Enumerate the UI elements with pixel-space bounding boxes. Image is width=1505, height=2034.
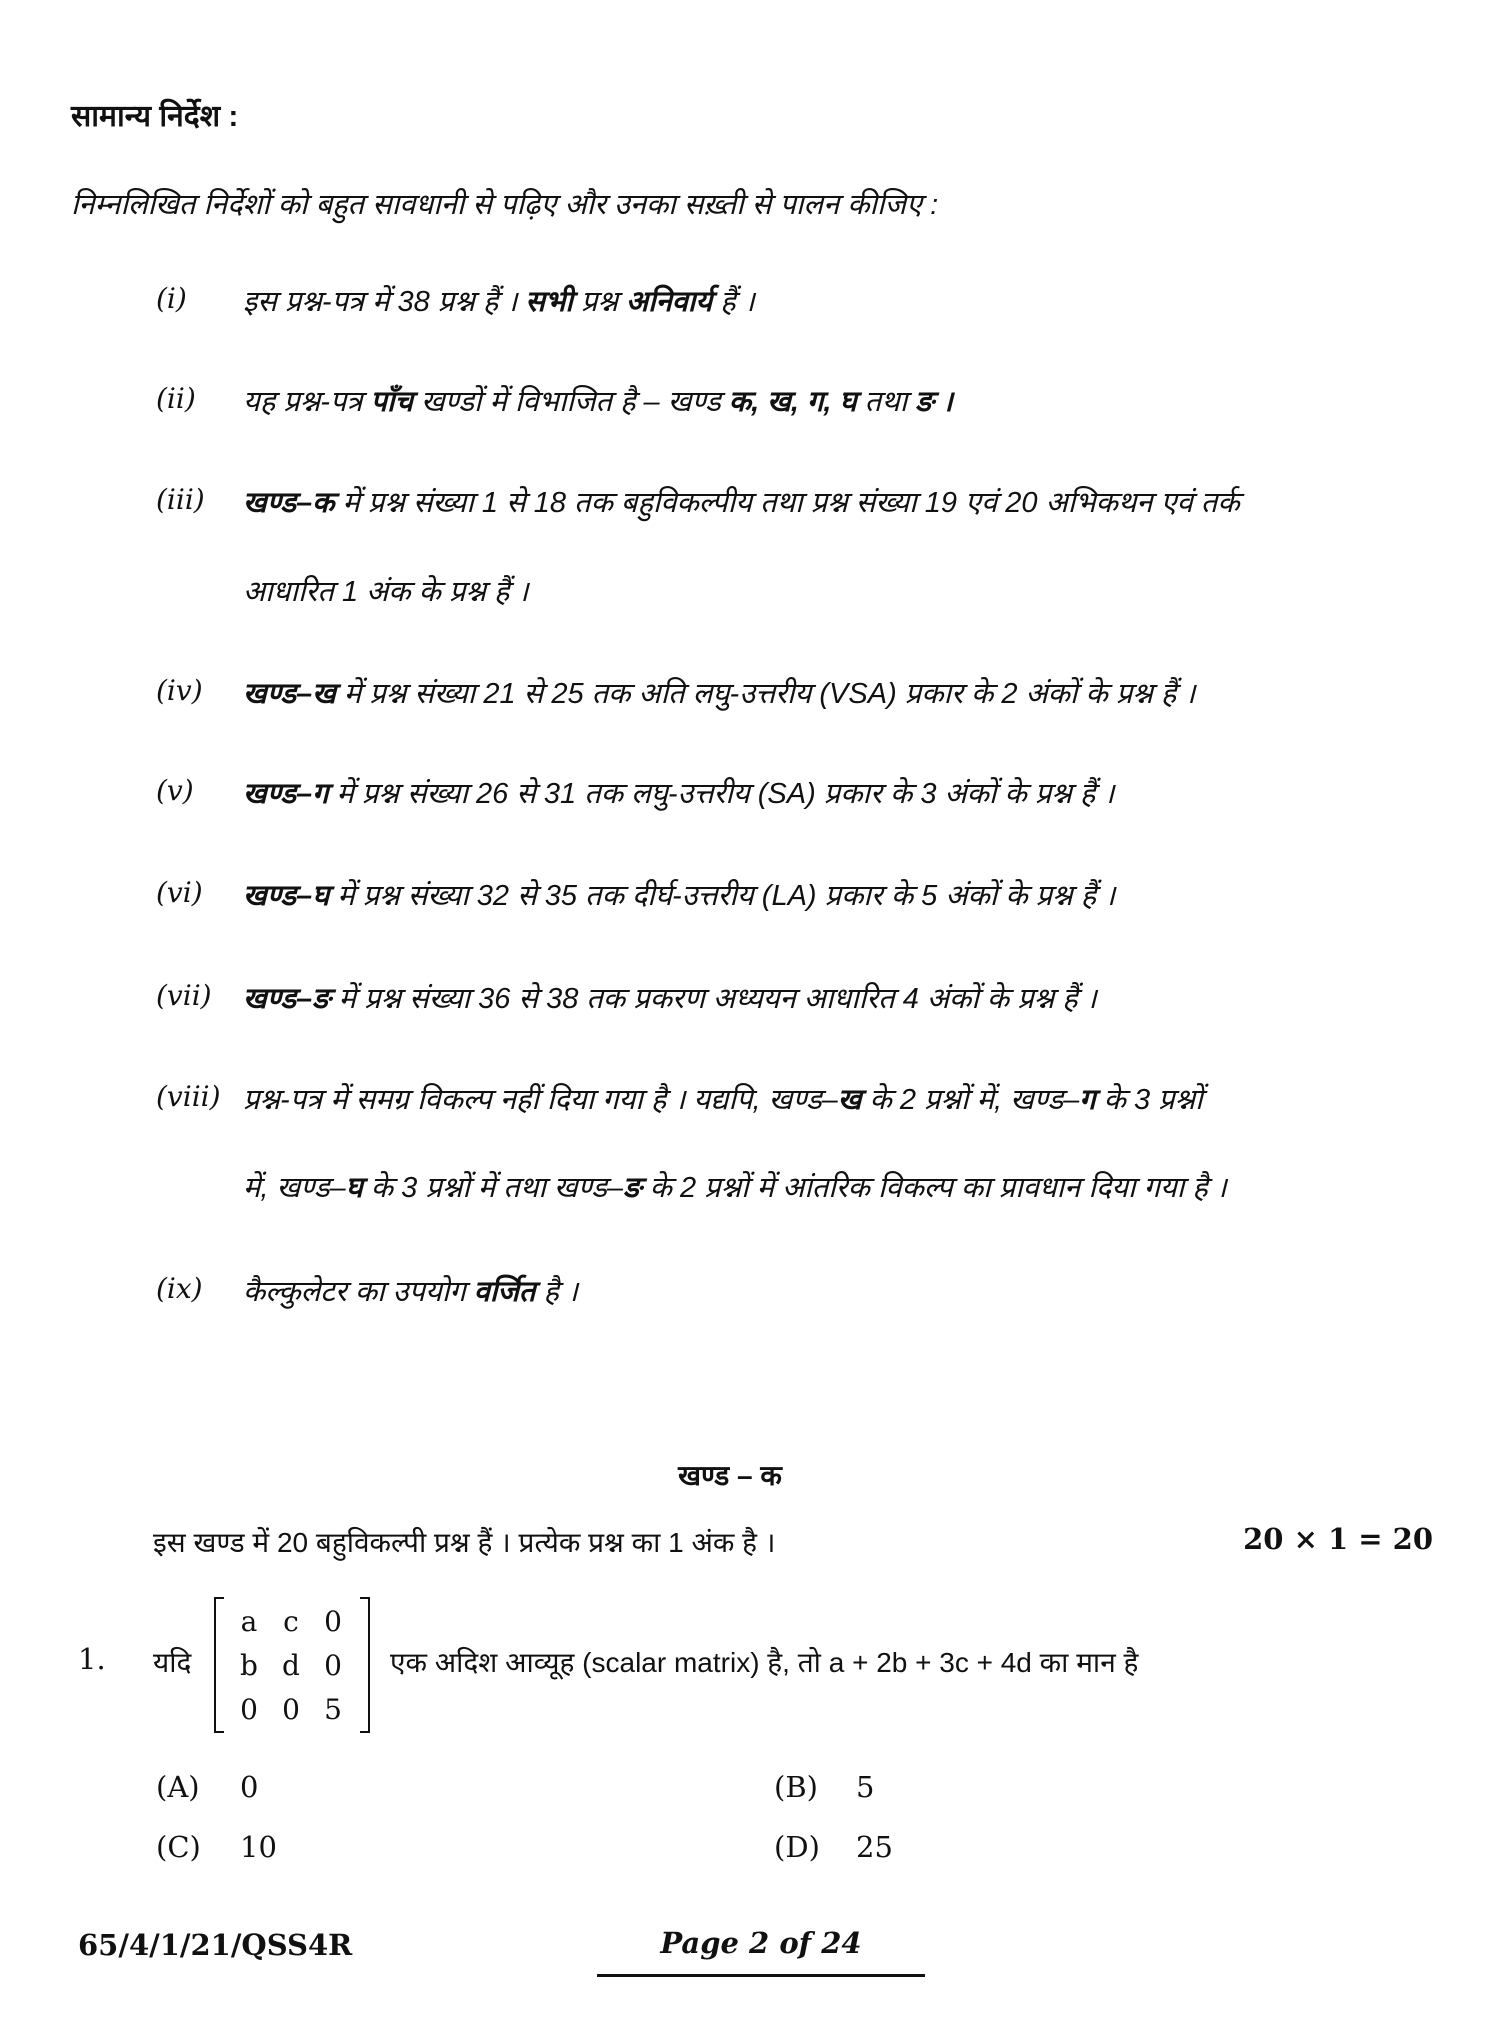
text-segment: में प्रश्न संख्या 21 से 25 तक अति लघु-उत्तरीय (VSA) प्रकार के 2 अंकों के प्रश्न हैं ।: [335, 678, 1196, 710]
section-marks: 20 × 1 = 20: [1243, 1522, 1433, 1556]
emphasis-text: खण्ड–क: [243, 487, 335, 519]
matrix-left-bracket: [214, 1597, 224, 1733]
text-segment: प्रश्न: [572, 286, 627, 318]
option-a-value: 0: [240, 1770, 259, 1804]
instruction-label: (i): [156, 282, 187, 315]
instruction-label: (vii): [156, 979, 212, 1012]
emphasis-text: अनिवार्य: [626, 286, 713, 318]
text-segment: कैल्कुलेटर का उपयोग: [243, 1276, 474, 1308]
question-number: 1.: [78, 1642, 106, 1676]
instruction-label: (iii): [156, 483, 205, 516]
emphasis-text: क, ख, ग, घ: [728, 386, 857, 418]
instruction-text: [243, 571, 528, 610]
emphasis-text: सभी: [525, 286, 573, 318]
instruction-label: (vi): [156, 876, 203, 909]
matrix-cell: 5: [324, 1692, 342, 1726]
instruction-text: [243, 1167, 1227, 1206]
text-segment: के 2 प्रश्नों में आंतरिक विकल्प का प्रावधान दिया गया है ।: [641, 1172, 1227, 1204]
instruction-label: (viii): [156, 1080, 221, 1113]
general-instructions-heading: सामान्य निर्देश :: [71, 100, 239, 133]
matrix-cell: 0: [324, 1604, 342, 1638]
emphasis-text: खण्ड–घ: [243, 880, 330, 912]
emphasis-text: पाँच: [370, 386, 413, 418]
instruction-text: [243, 773, 1114, 812]
instruction-label: (ii): [156, 382, 196, 415]
option-d-value: 25: [856, 1830, 893, 1864]
matrix-cell: 0: [240, 1692, 258, 1726]
paper-code: 65/4/1/21/QSS4R: [78, 1928, 353, 1962]
matrix-cell: c: [283, 1604, 299, 1638]
emphasis-text: ङ ।: [915, 386, 953, 418]
instructions-intro: निम्नलिखित निर्देशों को बहुत सावधानी से पढ़िए और उनका सख़्ती से पालन कीजिए :: [71, 189, 939, 221]
footer-underline: [597, 1974, 925, 1977]
matrix-right-bracket: [360, 1597, 370, 1733]
matrix-cell: 0: [282, 1692, 300, 1726]
instruction-text: [243, 1271, 578, 1310]
text-segment: खण्डों में विभाजित है – खण्ड: [412, 386, 729, 418]
section-description: इस खण्ड में 20 बहुविकल्पी प्रश्न हैं । प्रत्येक प्रश्न का 1 अंक है ।: [153, 1527, 776, 1558]
instruction-text: [243, 673, 1195, 712]
option-c-value: 10: [240, 1830, 277, 1864]
emphasis-text: घ: [345, 1172, 363, 1204]
emphasis-text: खण्ड–ग: [243, 778, 329, 810]
option-b-value: 5: [856, 1770, 875, 1804]
text-segment: में प्रश्न संख्या 36 से 38 तक प्रकरण अध्ययन आधारित 4 अंकों के प्रश्न हैं ।: [330, 983, 1097, 1015]
text-segment: में, खण्ड–: [243, 1172, 346, 1204]
text-segment: है ।: [535, 1276, 578, 1308]
instruction-label: (ix): [156, 1272, 203, 1305]
option-b-label: (B): [774, 1770, 818, 1804]
instruction-text: [243, 978, 1097, 1017]
option-a-label: (A): [156, 1770, 200, 1804]
emphasis-text: ङ: [623, 1172, 642, 1204]
emphasis-text: ख: [837, 1084, 862, 1116]
text-segment: यह प्रश्न-पत्र: [243, 386, 371, 418]
text-segment: के 3 प्रश्नों में तथा खण्ड–: [362, 1172, 624, 1204]
text-segment: में प्रश्न संख्या 32 से 35 तक दीर्घ-उत्तरीय (LA) प्रकार के 5 अंकों के प्रश्न हैं ।: [329, 880, 1116, 912]
instruction-text: [243, 1079, 1203, 1118]
text-segment: हैं ।: [712, 286, 755, 318]
instruction-label: (v): [156, 774, 194, 807]
question-prefix: यदि: [153, 1647, 192, 1678]
option-c-label: (C): [156, 1830, 201, 1864]
instruction-text: [243, 482, 1240, 521]
matrix-cell: a: [240, 1604, 258, 1638]
matrix-cell: 0: [324, 1648, 342, 1682]
option-d-label: (D): [774, 1830, 820, 1864]
text-segment: में प्रश्न संख्या 1 से 18 तक बहुविकल्पीय तथा प्रश्न संख्या 19 एवं 20 अभिकथन एवं तर्क: [334, 487, 1240, 519]
instruction-text: [243, 381, 953, 420]
question-text: एक अदिश आव्यूह (scalar matrix) है, तो a + 2b + 3c + 4d का मान है: [390, 1647, 1139, 1678]
instruction-label: (iv): [156, 674, 203, 707]
emphasis-text: ग: [1079, 1084, 1096, 1116]
text-segment: तथा: [856, 386, 916, 418]
text-segment: आधारित 1 अंक के प्रश्न हैं ।: [243, 576, 529, 608]
emphasis-text: वर्जित: [473, 1276, 536, 1308]
text-segment: में प्रश्न संख्या 26 से 31 तक लघु-उत्तरीय (SA) प्रकार के 3 अंकों के प्रश्न हैं ।: [328, 778, 1115, 810]
matrix: [214, 1597, 370, 1733]
text-segment: प्रश्न-पत्र में समग्र विकल्प नहीं दिया गया है । यद्यपि, खण्ड–: [243, 1084, 838, 1116]
instruction-text: [243, 875, 1115, 914]
page-number: Page 2 of 24: [660, 1926, 862, 1960]
matrix-cell: b: [240, 1648, 258, 1682]
emphasis-text: खण्ड–ख: [243, 678, 336, 710]
matrix-cell: d: [282, 1648, 300, 1682]
text-segment: के 2 प्रश्नों में, खण्ड–: [861, 1084, 1080, 1116]
emphasis-text: खण्ड–ङ: [243, 983, 331, 1015]
matrix-entries: [228, 1599, 354, 1731]
text-segment: इस प्रश्न-पत्र में 38 प्रश्न हैं ।: [243, 286, 526, 318]
instruction-text: [243, 281, 755, 320]
text-segment: के 3 प्रश्नों: [1095, 1084, 1203, 1116]
section-title: खण्ड – क: [678, 1460, 782, 1491]
